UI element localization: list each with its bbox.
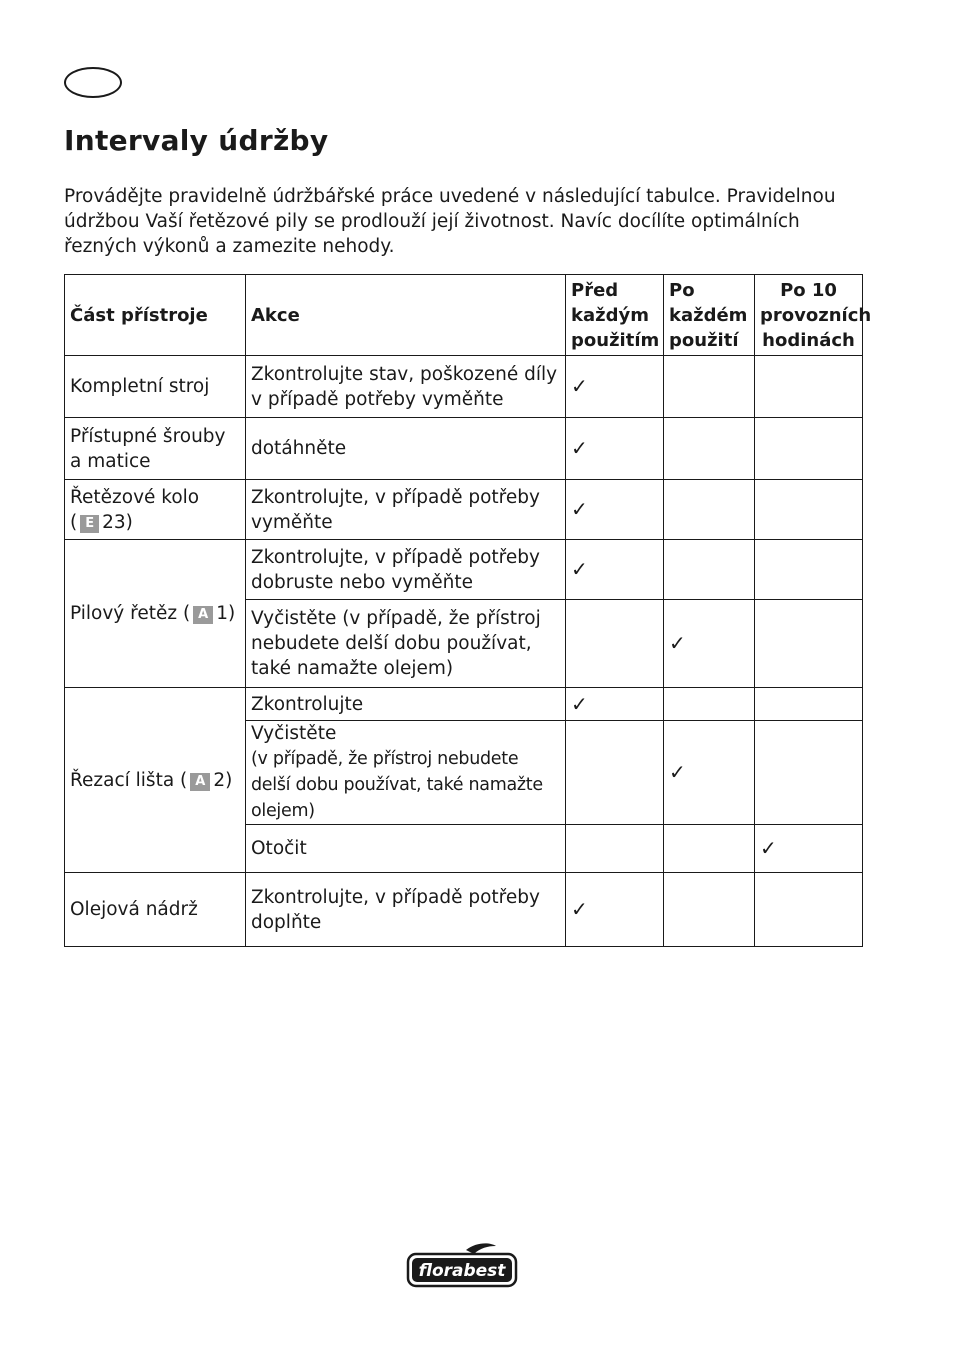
- action-text: Vyčistěte: [251, 723, 337, 744]
- table-row: [65, 356, 863, 418]
- empty-cell: [664, 418, 755, 480]
- header-action: Akce: [246, 275, 566, 356]
- header-after-each-use: Po každém použití: [664, 275, 755, 356]
- table-row: [65, 540, 863, 600]
- header-part: Část přístroje: [65, 275, 246, 356]
- empty-cell: [755, 873, 863, 947]
- empty-cell: [755, 688, 863, 721]
- action-cell: [246, 721, 566, 825]
- figure-badge: A: [193, 606, 213, 624]
- check-mark: ✓: [566, 873, 664, 947]
- empty-cell: [755, 418, 863, 480]
- check-mark: ✓: [566, 356, 664, 418]
- part-cell: Řetězové kolo ( E 23): [65, 480, 246, 540]
- part-label: Řezací lišta: [70, 769, 175, 791]
- action-cell: Zkontrolujte: [246, 688, 566, 721]
- action-cell: Otočit: [246, 825, 566, 873]
- part-cell: Pilový řetěz ( A 1): [65, 540, 246, 688]
- empty-cell: [664, 540, 755, 600]
- part-cell: Kompletní stroj: [65, 356, 246, 418]
- header-every-10-hours: Po 10 provozních hodinách: [755, 275, 863, 356]
- check-mark: ✓: [664, 600, 755, 688]
- action-text: (v případě, že přístroj nebudete delší dobu používat, také namažte olejem): [251, 749, 543, 821]
- action-cell: Zkontrolujte, v případě potřeby vyměňte: [246, 480, 566, 540]
- empty-cell: [755, 540, 863, 600]
- part-label: Řetězové kolo: [70, 486, 200, 508]
- language-oval: [64, 67, 122, 98]
- check-mark: ✓: [566, 418, 664, 480]
- figure-badge: A: [190, 773, 210, 791]
- table-row: [65, 480, 863, 540]
- florabest-logo: [406, 1242, 518, 1288]
- figure-ref: 23: [102, 511, 126, 533]
- check-mark: ✓: [566, 540, 664, 600]
- empty-cell: [755, 480, 863, 540]
- action-cell: Zkontrolujte stav, poškozené díly v případě potřeby vyměňte: [246, 356, 566, 418]
- maintenance-table: [64, 274, 872, 947]
- action-cell: Zkontrolujte, v případě potřeby doplňte: [246, 873, 566, 947]
- part-cell: Řezací lišta ( A 2): [65, 688, 246, 873]
- table-row: [65, 688, 863, 721]
- empty-cell: [664, 873, 755, 947]
- empty-cell: [664, 480, 755, 540]
- part-label: Pilový řetěz: [70, 603, 178, 624]
- table-header-row: [65, 275, 863, 356]
- intro-paragraph: Provádějte pravidelně údržbářské práce uvedené v následující tabulce. Pravidelnou údržbou Vaší řetězové pily se prodlouží její životnost. Navíc docílíte optimálních řezných výkonů a zamezite nehody.: [64, 186, 836, 257]
- empty-cell: [566, 825, 664, 873]
- check-mark: ✓: [664, 721, 755, 825]
- empty-cell: [755, 600, 863, 688]
- action-cell: Zkontrolujte, v případě potřeby dobruste nebo vyměňte: [246, 540, 566, 600]
- table-row: [65, 873, 863, 947]
- table-row: [65, 418, 863, 480]
- empty-cell: [566, 721, 664, 825]
- empty-cell: [664, 688, 755, 721]
- empty-cell: [566, 600, 664, 688]
- action-cell: dotáhněte: [246, 418, 566, 480]
- check-mark: ✓: [566, 480, 664, 540]
- empty-cell: [664, 356, 755, 418]
- logo-text: florabest: [418, 1261, 506, 1281]
- logo-leaf: [466, 1243, 496, 1254]
- check-mark: ✓: [566, 688, 664, 721]
- action-cell: Vyčistěte (v případě, že přístroj nebudete delší dobu používat, také namažte olejem): [246, 600, 566, 688]
- page-title: Intervaly údržby: [64, 124, 329, 157]
- part-cell: Přístupné šrouby a matice: [65, 418, 246, 480]
- empty-cell: [755, 356, 863, 418]
- part-cell: Olejová nádrž: [65, 873, 246, 947]
- figure-ref: 2: [213, 769, 226, 791]
- check-mark: ✓: [755, 825, 863, 873]
- empty-cell: [755, 721, 863, 825]
- header-before-each-use: Před každým použitím: [566, 275, 664, 356]
- empty-cell: [664, 825, 755, 873]
- figure-badge: E: [80, 515, 99, 533]
- figure-ref: 1: [216, 603, 229, 624]
